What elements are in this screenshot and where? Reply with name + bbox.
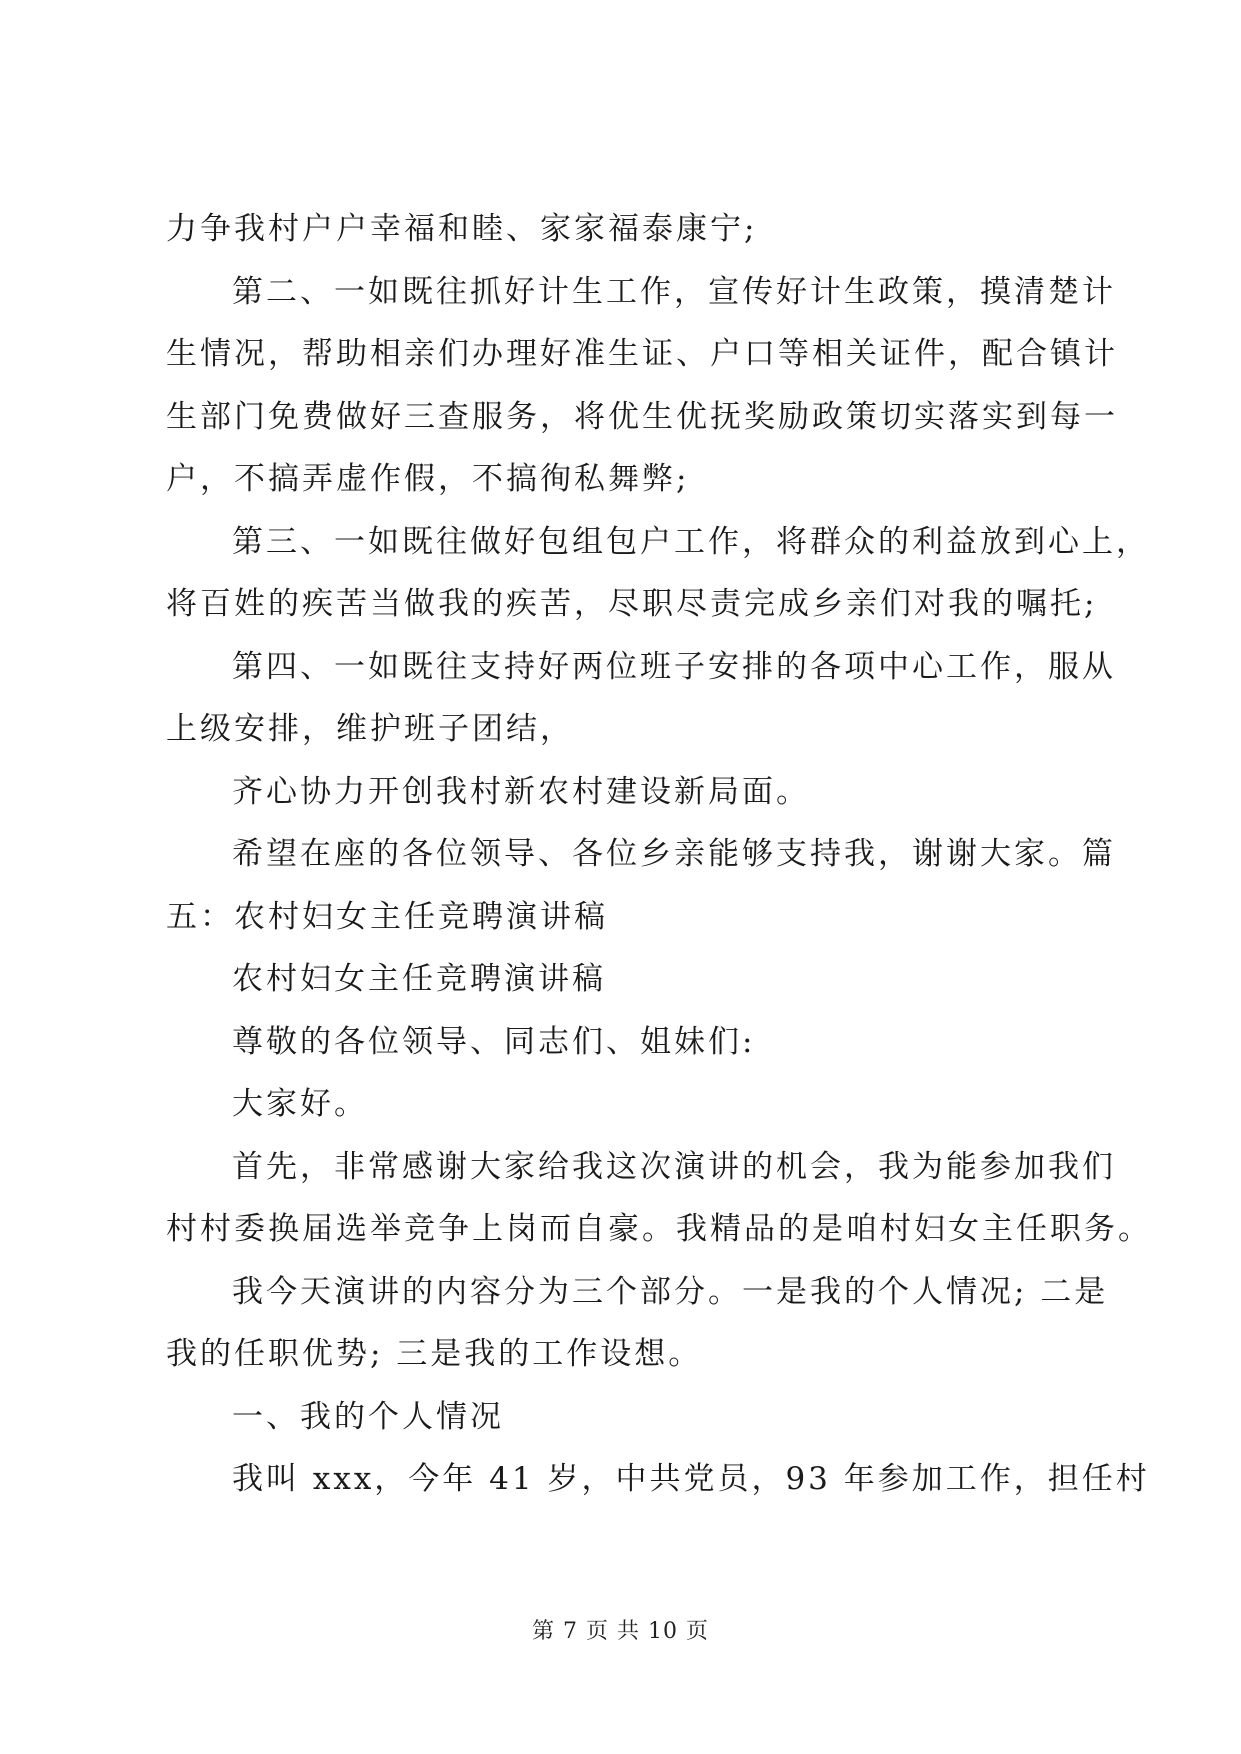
text-line: 户，不搞弄虚作假，不搞徇私舞弊; xyxy=(166,461,690,497)
text-line: 上级安排，维护班子团结， xyxy=(166,711,574,747)
text-line: 首先，非常感谢大家给我这次演讲的机会，我为能参加我们 xyxy=(232,1148,1116,1185)
text-line: 第三、一如既往做好包组包户工作，将群众的利益放到心上， xyxy=(232,523,1150,560)
text-line: 力争我村户户幸福和睦、家家福泰康宁; xyxy=(166,211,758,247)
text-line: 将百姓的疾苦当做我的疾苦，尽职尽责完成乡亲们对我的嘱托; xyxy=(166,586,1098,622)
text-line: 齐心协力开创我村新农村建设新局面。 xyxy=(232,773,810,810)
text-line: 尊敬的各位领导、同志们、姐妹们: xyxy=(232,1023,756,1060)
text-line: 我的任职优势; 三是我的工作设想。 xyxy=(166,1336,703,1372)
body-text xyxy=(166,198,1152,1511)
text-line: 我今天演讲的内容分为三个部分。一是我的个人情况; 二是 xyxy=(232,1273,1109,1310)
text-line: 大家好。 xyxy=(232,1086,368,1122)
text-line: 生部门免费做好三查服务，将优生优抚奖励政策切实落实到每一 xyxy=(166,398,1118,435)
text-line: 第四、一如既往支持好两位班子安排的各项中心工作，服从 xyxy=(232,648,1116,685)
page-number-footer: 第 7 页 共 10 页 xyxy=(532,1619,709,1644)
text-line: 希望在座的各位领导、各位乡亲能够支持我，谢谢大家。篇 xyxy=(232,836,1116,872)
text-line: 五：农村妇女主任竞聘演讲稿 xyxy=(166,898,608,935)
text-line: 我叫 xxx，今年 41 岁，中共党员，93 年参加工作，担任村 xyxy=(232,1461,1150,1497)
text-line: 第二、一如既往抓好计生工作，宣传好计生政策，摸清楚计 xyxy=(232,273,1116,310)
text-line: 生情况，帮助相亲们办理好准生证、户口等相关证件，配合镇计 xyxy=(166,336,1118,372)
text-line: 一、我的个人情况 xyxy=(232,1398,504,1435)
text-line: 农村妇女主任竞聘演讲稿 xyxy=(232,961,606,997)
text-line: 村村委换届选举竞争上岗而自豪。我精品的是咱村妇女主任职务。 xyxy=(166,1211,1152,1247)
